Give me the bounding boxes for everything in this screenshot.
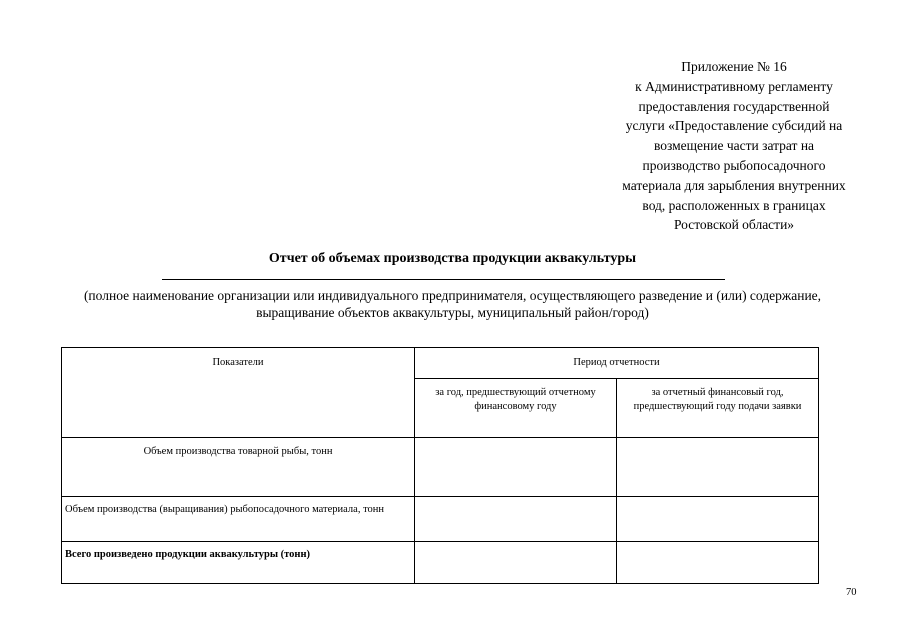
- header-indicators: Показатели: [62, 348, 415, 438]
- appendix-block: [598, 57, 870, 235]
- appendix-line: материала для зарыбления внутренних: [622, 177, 846, 193]
- cell-previous-year[interactable]: [415, 497, 617, 542]
- row-label-total: Всего произведено продукции аквакультуры (тонн): [62, 542, 415, 584]
- cell-reporting-year[interactable]: [617, 497, 819, 542]
- appendix-line: к Административному регламенту: [635, 78, 833, 94]
- appendix-line: возмещение части затрат на: [653, 138, 815, 154]
- appendix-line: вод, расположенных в границах: [642, 197, 826, 213]
- cell-previous-year[interactable]: [415, 438, 617, 497]
- report-title: Отчет об объемах производства продукции аквакультуры: [268, 251, 637, 266]
- header-previous-year: за год, предшествующий отчетному финансовому году: [415, 379, 617, 438]
- table-row: [62, 542, 819, 584]
- appendix-line: производство рыбопосадочного: [642, 157, 826, 173]
- appendix-line: Приложение № 16: [681, 59, 787, 74]
- organization-name-caption: [20, 287, 885, 321]
- header-reporting-year: за отчетный финансовый год, предшествующий году подачи заявки: [617, 379, 819, 438]
- caption-line-2: выращивание объектов аквакультуры, муниципальный район/город): [256, 305, 649, 320]
- appendix-line: предоставления государственной: [638, 98, 830, 114]
- table-row: [62, 438, 819, 497]
- organization-name-blank-line: [162, 279, 725, 280]
- row-label-commercial-fish: Объем производства товарной рыбы, тонн: [62, 438, 415, 497]
- header-reporting-period: Период отчетности: [415, 348, 819, 379]
- table-row: [62, 497, 819, 542]
- cell-reporting-year[interactable]: [617, 542, 819, 584]
- table-header-row: [62, 348, 819, 379]
- cell-reporting-year[interactable]: [617, 438, 819, 497]
- cell-previous-year[interactable]: [415, 542, 617, 584]
- caption-line-1: (полное наименование организации или индивидуального предпринимателя, осуществляющего разведение и (или) содержание,: [83, 288, 822, 303]
- page-number: 70: [846, 587, 857, 598]
- appendix-line: Ростовской области»: [673, 217, 795, 233]
- appendix-line: услуги «Предоставление субсидий на: [625, 118, 843, 134]
- row-label-stocking-material: Объем производства (выращивания) рыбопосадочного материала, тонн: [62, 497, 415, 542]
- report-table: [61, 347, 819, 584]
